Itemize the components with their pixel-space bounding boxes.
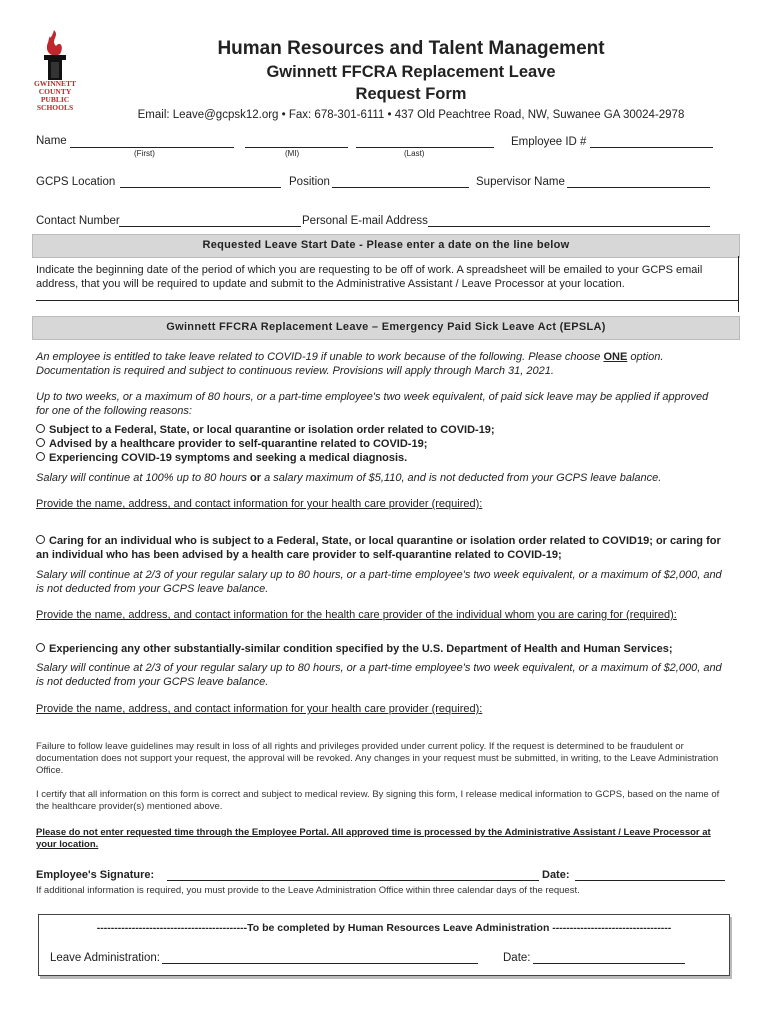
logo-line: SCHOOLS: [36, 103, 74, 112]
failure-notice: Failure to follow leave guidelines may result in loss of all rights and privileges provided under current policy. If the request is determined to be fraudulent or documentation does not support your request, the approval will be revoked. Any changes in your request must be submitted, in writing, to the Leave Administration Office.: [36, 741, 719, 776]
salary-3: Salary will continue at 2/3 of your regular salary up to 80 hours, or a part-time employee's two week equivalent, or a maximum of $2,000, and is not deducted from your GCPS leave balance.: [36, 662, 722, 688]
radio-icon[interactable]: [36, 535, 45, 544]
epsla-intro-2: Documentation is required and subject to continuous review. Provisions will apply through March 31, 2021.: [36, 365, 554, 377]
intro-post: option.: [627, 351, 664, 363]
employee-id-label: Employee ID #: [511, 136, 587, 148]
salary-2: Salary will continue at 2/3 of your regular salary up to 80 hours, or a part-time employee's two week equivalent, or a maximum of $2,000, and is not deducted from your GCPS leave balance.: [36, 569, 722, 595]
contact-number-field[interactable]: [119, 214, 301, 227]
page-title: Human Resources and Talent Management: [217, 38, 605, 59]
mi-field[interactable]: [245, 135, 348, 148]
reason-option-3[interactable]: [36, 451, 736, 465]
contact-number-label: Contact Number: [36, 215, 120, 227]
additional-info: If additional information is required, you must provide to the Leave Administration Office within three calendar days of the request.: [36, 885, 580, 896]
portal-notice: Please do not enter requested time through the Employee Portal. All approved time is processed by the Administrative Assistant / Leave Processor at your location.: [36, 827, 711, 850]
salary-1-pre: Salary will continue at 100% up to 80 hours: [36, 472, 251, 484]
provider-2-label: Provide the name, address, and contact information for the health care provider of the individual whom you are caring for (required):: [36, 609, 677, 621]
start-date-field[interactable]: [36, 300, 738, 301]
intro-text: An employee is entitled to take leave related to COVID-19 if unable to work because of the following. Please choose: [36, 351, 604, 363]
logo-line: GWINNETT: [33, 79, 77, 88]
reason-1-text: Subject to a Federal, State, or local quarantine or isolation order related to COVID-19;: [49, 424, 495, 436]
intro-one: ONE: [603, 351, 628, 363]
two-weeks-text: Up to two weeks, or a maximum of 80 hours, or a part-time employee's two week equivalent, of paid sick leave may be applied if approved for one of the following reasons:: [36, 391, 709, 417]
name-label: Name: [36, 135, 67, 147]
form-subtitle: Gwinnett FFCRA Replacement Leave: [266, 63, 556, 81]
radio-icon[interactable]: [36, 643, 45, 652]
contact-info: Email: Leave@gcpsk12.org • Fax: 678-301-6111 • 437 Old Peachtree Road, NW, Suwanee GA 30024-2978: [137, 109, 685, 121]
last-name-field[interactable]: [356, 135, 494, 148]
personal-email-label: Personal E-mail Address: [302, 215, 428, 227]
provider-1-label: Provide the name, address, and contact information for your health care provider (required):: [36, 498, 483, 510]
signature-field[interactable]: [167, 868, 539, 881]
radio-icon[interactable]: [36, 438, 45, 447]
signature-date-field[interactable]: [575, 868, 725, 881]
supervisor-label: Supervisor Name: [476, 176, 565, 188]
mi-hint: (MI): [285, 149, 300, 158]
logo-line: COUNTY: [38, 87, 72, 96]
salary-1-or: or: [250, 472, 262, 484]
signature-date-label: Date:: [542, 869, 570, 881]
last-hint: (Last): [404, 149, 425, 158]
hr-date-label: Date:: [503, 952, 531, 964]
first-hint: (First): [134, 149, 155, 158]
leave-admin-field[interactable]: [162, 951, 478, 964]
similar-text: Experiencing any other substantially-similar condition specified by the U.S. Department of Health and Human Services;: [49, 643, 673, 655]
radio-icon[interactable]: [36, 424, 45, 433]
provider-3-label: Provide the name, address, and contact information for your health care provider (required):: [36, 703, 483, 715]
start-date-heading: Requested Leave Start Date - Please enter a date on the line below: [202, 239, 570, 251]
personal-email-field[interactable]: [428, 214, 710, 227]
supervisor-field[interactable]: [567, 175, 710, 188]
epsla-heading: Gwinnett FFCRA Replacement Leave – Emergency Paid Sick Leave Act (EPSLA): [166, 321, 606, 333]
form-subtitle-2: Request Form: [355, 85, 467, 103]
position-label: Position: [289, 176, 330, 188]
employee-id-field[interactable]: [590, 135, 713, 148]
location-label: GCPS Location: [36, 176, 116, 188]
reason-2-text: Advised by a healthcare provider to self-quarantine related to COVID-19;: [49, 438, 428, 450]
certify-notice: I certify that all information on this form is correct and subject to medical review. By signing this form, I release medical information to GCPS, based on the name of the healthcare provider(s) mentioned above.: [36, 789, 720, 812]
signature-label: Employee's Signature:: [36, 869, 155, 881]
start-date-instructions: Indicate the beginning date of the period of which you are requesting to be off of work. A spreadsheet will be emailed to your GCPS email address, that you will be required to update and submit to the Administrative Assistant / Leave Processor at your location.: [36, 264, 703, 290]
radio-icon[interactable]: [36, 452, 45, 461]
salary-1-post: a salary maximum of $5,110, and is not deducted from your GCPS leave balance.: [261, 472, 662, 484]
hr-box-heading: -------------------------------------------To be completed by Human Resources Leave Administration ----------------------------------: [96, 922, 672, 934]
hr-date-field[interactable]: [533, 951, 685, 964]
divider: [738, 256, 739, 312]
location-field[interactable]: [120, 175, 281, 188]
salary-1: [36, 471, 736, 485]
position-field[interactable]: [332, 175, 469, 188]
reason-option-1[interactable]: [36, 423, 736, 437]
reason-3-text: Experiencing COVID-19 symptoms and seeking a medical diagnosis.: [49, 452, 408, 464]
logo-line: PUBLIC: [40, 95, 70, 104]
caring-text: Caring for an individual who is subject to a Federal, State, or local quarantine or isolation order related to COVID19; or caring for an individual who has been advised by a health care provider to self-quarantine related to COVID-19;: [36, 535, 721, 561]
leave-admin-label: Leave Administration:: [50, 952, 160, 964]
caring-option[interactable]: [36, 534, 730, 562]
reason-option-2[interactable]: [36, 437, 736, 451]
first-name-field[interactable]: [70, 135, 234, 148]
epsla-intro: [36, 350, 736, 364]
similar-option[interactable]: [36, 642, 736, 656]
